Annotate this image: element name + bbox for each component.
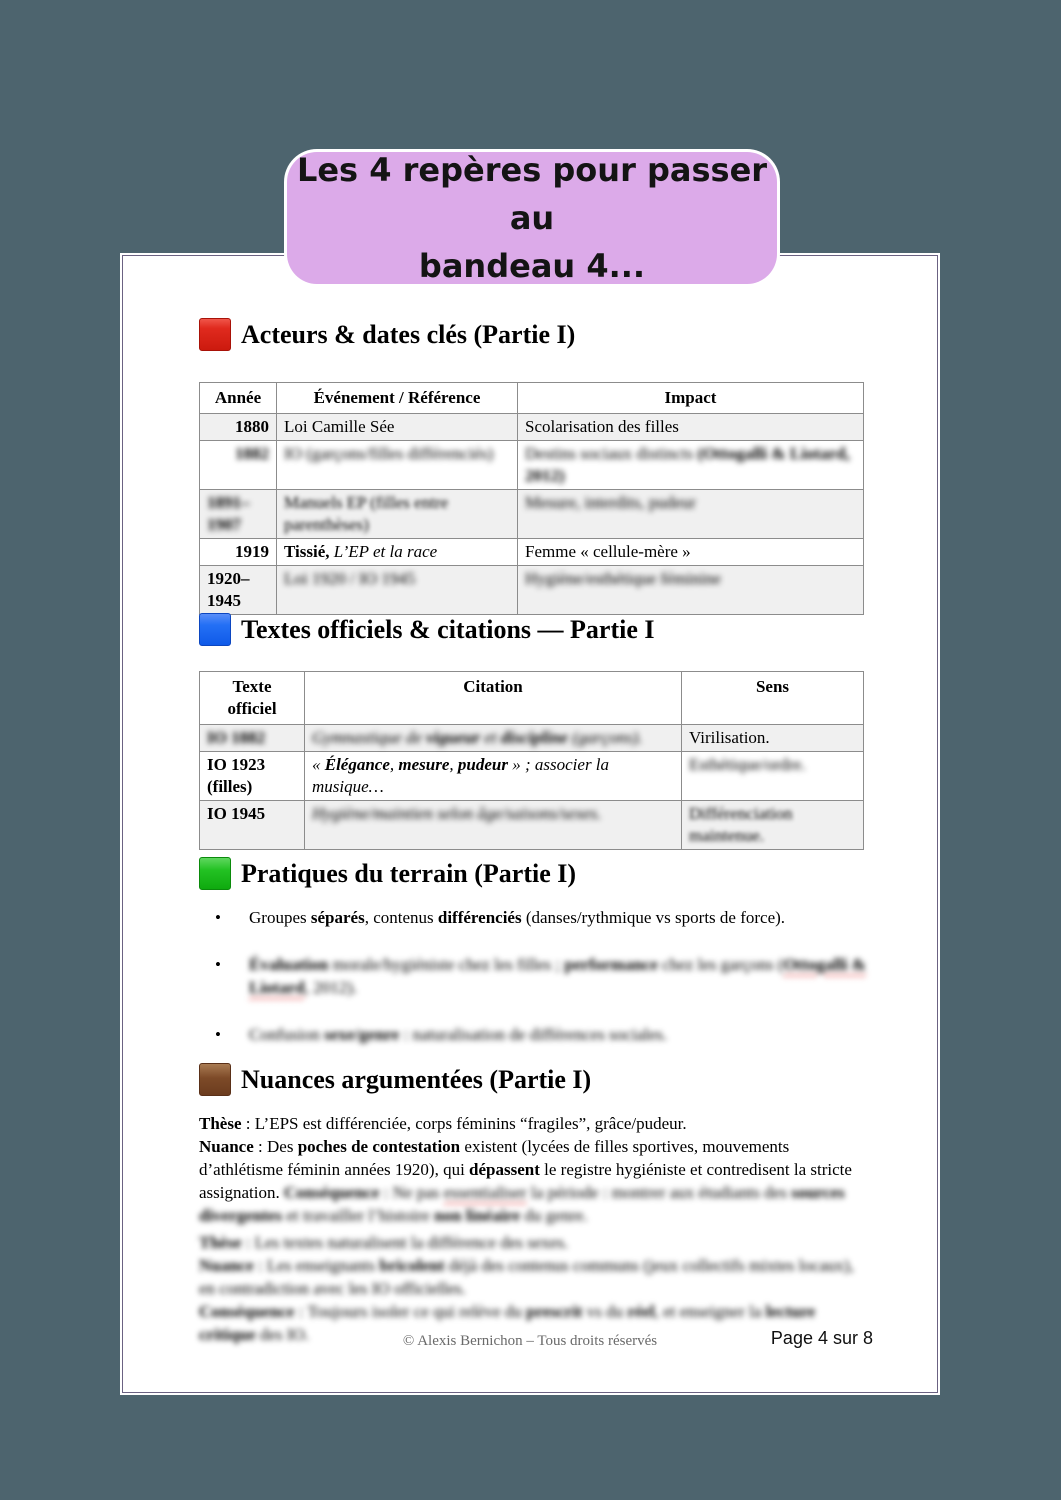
table-header-row [200, 672, 864, 725]
col-header-sens: Sens [682, 672, 864, 725]
cell-impact: Destins sociaux distincts (Ottogalli & Liotard, 2012) [518, 441, 864, 490]
nuances-paragraph-1: Thèse : L’EPS est différenciée, corps féminins “fragiles”, grâce/pudeur. Nuance : Des poches de contestation existent (lycées de filles sportives, mouvements d’athlétisme féminin années 1920), qui dépassent le registre hygiéniste et contredisent la stricte assignation. Conséquence : Ne pas essentialiser la période : montrer aux étudiants des sources divergentes et travailler l’histoire non linéaire du genre. [199, 1114, 852, 1225]
cell-sens: Virilisation. [682, 725, 864, 752]
section-title: Pratiques du terrain (Partie I) [241, 858, 577, 888]
table-row [200, 725, 864, 752]
section-heading-pratiques [199, 857, 576, 890]
brown-square-icon [199, 1063, 231, 1096]
table-row [200, 752, 864, 801]
cell-annee: 1880 [200, 414, 277, 441]
list-item: • Groupes séparés, contenus différenciés (danses/rythmique vs sports de force). [199, 906, 867, 929]
cell-sens: Esthétique/ordre. [682, 752, 864, 801]
cell-sens: Différenciation maintenue. [682, 801, 864, 850]
document-page [122, 255, 938, 1393]
col-header-annee: Année [200, 383, 277, 414]
cell-evenement: Loi Camille Sée [277, 414, 518, 441]
cell-texte: IO 1882 [200, 725, 305, 752]
cell-evenement: Loi 1920 / IO 1945 [277, 566, 518, 615]
section-heading-nuances [199, 1063, 591, 1096]
cell-impact: Mesure, interdits, pudeur [518, 490, 864, 539]
cell-evenement: IO (garçons/filles différenciés) [277, 441, 518, 490]
title-banner [287, 152, 777, 284]
green-square-icon [199, 857, 231, 890]
acteurs-dates-table [199, 382, 864, 615]
cell-impact: Scolarisation des filles [518, 414, 864, 441]
cell-evenement: Tissié, L’EP et la race [277, 539, 518, 566]
table-row [200, 490, 864, 539]
table-header-row [200, 383, 864, 414]
list-item: • Confusion sexe/genre : naturalisation de différences sociales. [199, 1023, 867, 1046]
table-row [200, 566, 864, 615]
copyright-text: © Alexis Bernichon – Tous droits réservés [402, 1333, 658, 1349]
table-row [200, 539, 864, 566]
table-row [200, 801, 864, 850]
list-item: • Évaluation morale/hygiéniste chez les filles ; performance chez les garçons (Ottogalli & Liotard, 2012). [199, 953, 867, 999]
banner-line-1: Les 4 repères pour passer au [296, 151, 768, 237]
section-title: Acteurs & dates clés (Partie I) [241, 319, 576, 349]
section-heading-acteurs [199, 318, 575, 351]
cell-texte: IO 1945 [200, 801, 305, 850]
col-header-citation: Citation [305, 672, 682, 725]
section-heading-textes [199, 613, 655, 646]
pratiques-bullet-list [199, 906, 867, 1070]
col-header-impact: Impact [518, 383, 864, 414]
page-number: Page 4 sur 8 [770, 1328, 873, 1348]
cell-impact: Hygiène/esthétique féminine [518, 566, 864, 615]
cell-annee: 1919 [200, 539, 277, 566]
section-title: Textes officiels & citations — Partie I [241, 614, 655, 644]
cell-annee: 1882 [200, 441, 277, 490]
banner-line-2: bandeau 4... [418, 247, 646, 285]
col-header-evenement: Événement / Référence [277, 383, 518, 414]
cell-annee: 1891–1907 [200, 490, 277, 539]
cell-impact: Femme « cellule-mère » [518, 539, 864, 566]
cell-evenement: Manuels EP (filles entre parenthèses) [277, 490, 518, 539]
cell-annee: 1920–1945 [200, 566, 277, 615]
blue-square-icon [199, 613, 231, 646]
col-header-texte: Texte officiel [200, 672, 305, 725]
section-title: Nuances argumentées (Partie I) [241, 1064, 592, 1094]
nuances-paragraph-2: Thèse : Les textes naturalisent la différence des sexes. Nuance : Les enseignants bricolent déjà des contenus communs (jeux collectifs mixtes locaux), en contradiction avec les IO officielles. Conséquence : Toujours isoler ce qui relève du prescrit vs du réel, et enseigner la lecture critique des IO. [199, 1233, 854, 1344]
red-square-icon [199, 318, 231, 351]
textes-citations-table [199, 671, 864, 850]
table-row [200, 441, 864, 490]
table-row [200, 414, 864, 441]
cell-citation: Hygiène/maintien selon âge/saisons/sexes. [305, 801, 682, 850]
cell-citation: Gymnastique de vigueur et discipline (garçons). [305, 725, 682, 752]
cell-citation: « Élégance, mesure, pudeur » ; associer la musique… [305, 752, 682, 801]
cell-texte: IO 1923 (filles) [200, 752, 305, 801]
